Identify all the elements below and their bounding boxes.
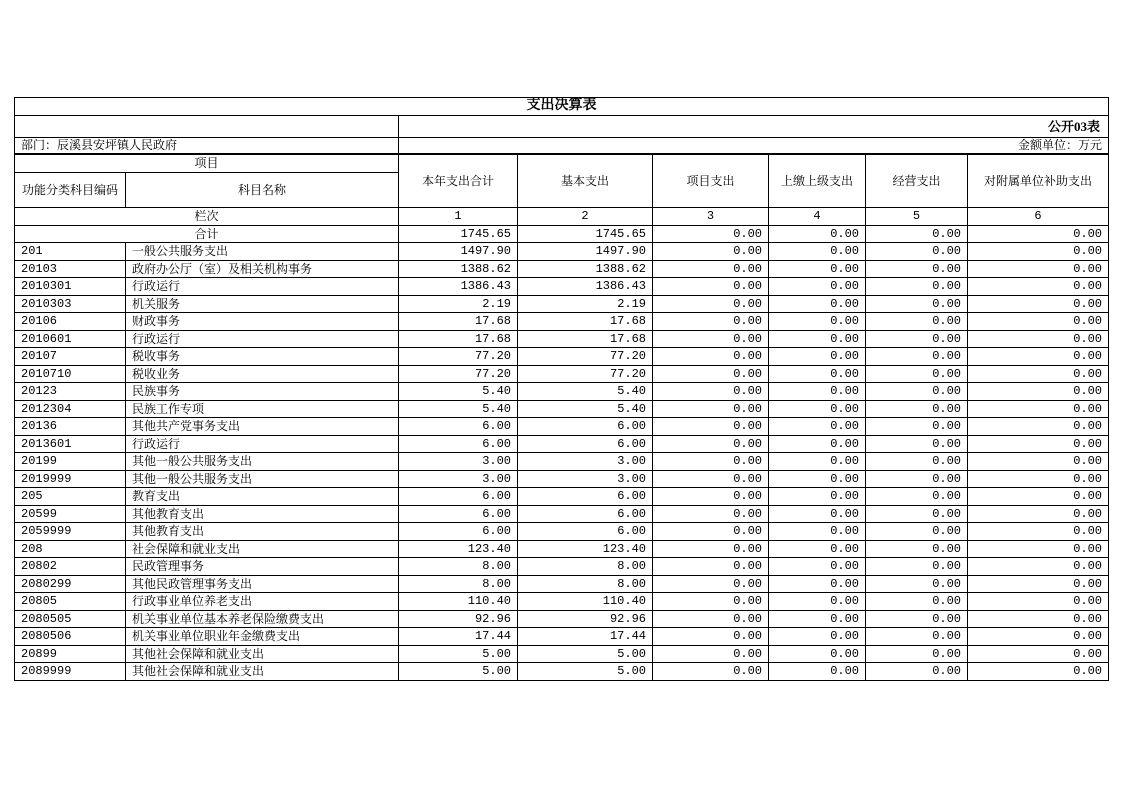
row-value: 0.00 [866,470,968,488]
row-value: 0.00 [653,593,769,611]
row-value: 5.00 [518,663,653,681]
row-value: 17.68 [518,330,653,348]
unit-label: 金额单位：万元 [399,137,1109,154]
row-value: 0.00 [769,488,866,506]
row-value: 0.00 [769,260,866,278]
row-value: 6.00 [518,418,653,436]
row-value: 0.00 [769,645,866,663]
row-name: 社会保障和就业支出 [126,540,399,558]
row-code: 20802 [15,558,126,576]
lanci-number: 4 [769,207,866,225]
row-value: 3.00 [399,453,518,471]
row-value: 0.00 [866,505,968,523]
row-value: 0.00 [653,663,769,681]
row-code: 201 [15,243,126,261]
table-row [15,628,1109,646]
table-row [15,593,1109,611]
row-value: 0.00 [653,488,769,506]
row-code: 205 [15,488,126,506]
row-value: 2.19 [518,295,653,313]
row-name: 民政管理事务 [126,558,399,576]
lanci-number: 5 [866,207,968,225]
row-value: 0.00 [653,505,769,523]
document-sheet [14,97,1108,681]
row-code: 20136 [15,418,126,436]
row-value: 6.00 [518,488,653,506]
row-value: 8.00 [399,575,518,593]
row-value: 0.00 [769,295,866,313]
row-name: 其他教育支出 [126,523,399,541]
row-code: 20805 [15,593,126,611]
row-value: 0.00 [769,225,866,243]
table-row [15,365,1109,383]
row-value: 0.00 [866,243,968,261]
table-row [15,488,1109,506]
table-row [15,330,1109,348]
row-name: 其他社会保障和就业支出 [126,645,399,663]
row-code: 20103 [15,260,126,278]
row-value: 0.00 [653,575,769,593]
lanci-number: 6 [968,207,1109,225]
row-code: 2059999 [15,523,126,541]
row-value: 0.00 [653,523,769,541]
empty-cell [15,115,399,137]
table-row [15,453,1109,471]
header-basic-expenditure: 基本支出 [518,154,653,207]
row-value: 0.00 [866,488,968,506]
row-value: 6.00 [399,505,518,523]
department-label: 部门：辰溪县安坪镇人民政府 [15,137,399,154]
row-value: 0.00 [769,330,866,348]
row-code: 208 [15,540,126,558]
row-code: 2013601 [15,435,126,453]
row-value: 0.00 [769,540,866,558]
row-value: 6.00 [518,435,653,453]
row-value: 0.00 [968,383,1109,401]
row-value: 0.00 [653,278,769,296]
row-value: 3.00 [399,470,518,488]
row-value: 0.00 [968,663,1109,681]
table-row [15,540,1109,558]
row-name: 民族工作专项 [126,400,399,418]
row-value: 0.00 [968,610,1109,628]
row-name: 税收事务 [126,348,399,366]
row-value: 123.40 [399,540,518,558]
row-value: 6.00 [399,488,518,506]
row-code: 20899 [15,645,126,663]
row-name: 行政事业单位养老支出 [126,593,399,611]
row-name: 行政运行 [126,278,399,296]
row-value: 0.00 [769,243,866,261]
row-value: 1745.65 [399,225,518,243]
row-value: 0.00 [968,593,1109,611]
table-row [15,523,1109,541]
table-row [15,295,1109,313]
page-title: 支出决算表 [15,98,1109,116]
row-value: 0.00 [968,645,1109,663]
row-value: 0.00 [769,575,866,593]
row-value: 77.20 [399,365,518,383]
row-code: 2010303 [15,295,126,313]
row-value: 0.00 [968,505,1109,523]
row-value: 0.00 [866,260,968,278]
row-value: 17.68 [399,313,518,331]
row-value: 1388.62 [518,260,653,278]
table-row [15,505,1109,523]
row-value: 8.00 [518,558,653,576]
row-code: 2080506 [15,628,126,646]
row-value: 0.00 [653,540,769,558]
row-value: 0.00 [653,645,769,663]
row-value: 0.00 [769,435,866,453]
row-value: 0.00 [968,575,1109,593]
header-name-col: 科目名称 [126,172,399,207]
table-row [15,663,1109,681]
header-code-col: 功能分类科目编码 [15,172,126,207]
row-value: 0.00 [866,645,968,663]
row-value: 0.00 [866,628,968,646]
row-value: 1386.43 [399,278,518,296]
row-value: 0.00 [769,523,866,541]
table-row [15,575,1109,593]
row-value: 0.00 [866,540,968,558]
row-value: 110.40 [518,593,653,611]
header-subsidy-expenditure: 对附属单位补助支出 [968,154,1109,207]
row-value: 5.40 [518,400,653,418]
row-value: 0.00 [866,453,968,471]
row-value: 0.00 [968,348,1109,366]
header-upward-expenditure: 上缴上级支出 [769,154,866,207]
row-value: 0.00 [769,348,866,366]
row-value: 0.00 [653,295,769,313]
row-value: 0.00 [769,610,866,628]
row-value: 0.00 [769,558,866,576]
row-value: 0.00 [653,435,769,453]
row-value: 0.00 [968,225,1109,243]
row-value: 0.00 [968,260,1109,278]
department-row [15,137,1109,154]
table-row [15,400,1109,418]
table-code-row [15,115,1109,137]
table-row [15,260,1109,278]
row-name: 机关事业单位基本养老保险缴费支出 [126,610,399,628]
row-value: 77.20 [399,348,518,366]
row-value: 0.00 [769,278,866,296]
row-value: 0.00 [866,593,968,611]
row-value: 0.00 [769,663,866,681]
row-value: 0.00 [653,225,769,243]
row-value: 5.40 [399,383,518,401]
table-row [15,383,1109,401]
row-value: 0.00 [968,313,1109,331]
table-row [15,645,1109,663]
row-value: 0.00 [653,365,769,383]
row-name: 其他民政管理事务支出 [126,575,399,593]
table-body [15,225,1109,680]
row-value: 0.00 [653,610,769,628]
row-value: 6.00 [399,523,518,541]
row-value: 1386.43 [518,278,653,296]
row-value: 0.00 [866,383,968,401]
table-row [15,610,1109,628]
row-value: 0.00 [769,365,866,383]
row-value: 92.96 [399,610,518,628]
total-row [15,225,1109,243]
header-project-expenditure: 项目支出 [653,154,769,207]
row-value: 0.00 [866,313,968,331]
row-value: 0.00 [968,418,1109,436]
row-code: 20107 [15,348,126,366]
row-value: 8.00 [518,575,653,593]
row-name: 机关服务 [126,295,399,313]
row-code: 2010710 [15,365,126,383]
row-value: 5.00 [399,645,518,663]
row-value: 0.00 [866,575,968,593]
row-value: 2.19 [399,295,518,313]
row-value: 0.00 [968,365,1109,383]
row-name: 行政运行 [126,330,399,348]
title-row [15,98,1109,116]
row-code: 2012304 [15,400,126,418]
row-code: 2010301 [15,278,126,296]
column-index-row [15,207,1109,225]
row-value: 0.00 [769,453,866,471]
row-value: 0.00 [866,663,968,681]
row-value: 0.00 [653,400,769,418]
row-value: 17.44 [399,628,518,646]
row-value: 0.00 [968,470,1109,488]
row-value: 123.40 [518,540,653,558]
header-project-group: 项目 [15,154,399,172]
row-value: 0.00 [653,418,769,436]
row-name: 其他社会保障和就业支出 [126,663,399,681]
row-name: 其他一般公共服务支出 [126,470,399,488]
row-value: 8.00 [399,558,518,576]
total-label: 合计 [15,225,399,243]
lanci-label: 栏次 [15,207,399,225]
row-value: 0.00 [769,313,866,331]
row-name: 财政事务 [126,313,399,331]
row-value: 77.20 [518,365,653,383]
row-code: 20123 [15,383,126,401]
table-row [15,348,1109,366]
table-row [15,313,1109,331]
row-value: 0.00 [653,383,769,401]
row-value: 0.00 [866,225,968,243]
row-value: 77.20 [518,348,653,366]
row-name: 其他共产党事务支出 [126,418,399,436]
row-name: 行政运行 [126,435,399,453]
lanci-number: 2 [518,207,653,225]
row-value: 0.00 [653,330,769,348]
row-name: 其他一般公共服务支出 [126,453,399,471]
row-value: 0.00 [653,348,769,366]
table-row [15,278,1109,296]
row-value: 0.00 [968,243,1109,261]
header-operating-expenditure: 经营支出 [866,154,968,207]
row-value: 92.96 [518,610,653,628]
row-value: 0.00 [653,558,769,576]
expenditure-table [14,97,1109,681]
row-value: 0.00 [653,243,769,261]
row-value: 0.00 [968,330,1109,348]
table-code: 公开03表 [399,115,1109,137]
row-value: 0.00 [769,400,866,418]
row-value: 0.00 [653,260,769,278]
row-value: 0.00 [769,470,866,488]
row-value: 0.00 [866,400,968,418]
row-value: 0.00 [769,593,866,611]
row-code: 20106 [15,313,126,331]
row-value: 17.68 [399,330,518,348]
row-value: 0.00 [866,558,968,576]
row-code: 20599 [15,505,126,523]
row-code: 2080299 [15,575,126,593]
row-value: 0.00 [968,295,1109,313]
row-name: 民族事务 [126,383,399,401]
row-value: 5.00 [518,645,653,663]
row-code: 2010601 [15,330,126,348]
row-value: 17.68 [518,313,653,331]
row-value: 0.00 [968,400,1109,418]
row-value: 0.00 [866,523,968,541]
row-value: 0.00 [866,418,968,436]
row-value: 6.00 [399,435,518,453]
table-row [15,558,1109,576]
row-name: 机关事业单位职业年金缴费支出 [126,628,399,646]
row-value: 0.00 [968,628,1109,646]
row-value: 0.00 [769,505,866,523]
row-value: 6.00 [518,523,653,541]
row-value: 0.00 [866,365,968,383]
row-code: 2019999 [15,470,126,488]
row-name: 教育支出 [126,488,399,506]
row-value: 5.40 [518,383,653,401]
row-name: 税收业务 [126,365,399,383]
row-value: 5.00 [399,663,518,681]
row-value: 110.40 [399,593,518,611]
row-value: 0.00 [866,435,968,453]
row-value: 0.00 [968,278,1109,296]
row-value: 6.00 [399,418,518,436]
row-value: 0.00 [968,523,1109,541]
table-row [15,470,1109,488]
row-value: 0.00 [968,453,1109,471]
row-name: 一般公共服务支出 [126,243,399,261]
lanci-number: 3 [653,207,769,225]
row-value: 0.00 [653,628,769,646]
row-value: 0.00 [653,313,769,331]
row-value: 6.00 [518,505,653,523]
row-value: 0.00 [653,453,769,471]
row-value: 17.44 [518,628,653,646]
row-value: 0.00 [769,383,866,401]
row-value: 1745.65 [518,225,653,243]
row-value: 5.40 [399,400,518,418]
table-row [15,418,1109,436]
table-row [15,435,1109,453]
row-value: 1388.62 [399,260,518,278]
header-project-row [15,154,1109,172]
row-code: 2080505 [15,610,126,628]
header-total-expenditure: 本年支出合计 [399,154,518,207]
table-row [15,243,1109,261]
row-value: 0.00 [653,470,769,488]
row-value: 0.00 [866,348,968,366]
row-value: 0.00 [866,610,968,628]
row-value: 0.00 [866,278,968,296]
row-value: 3.00 [518,453,653,471]
row-code: 2089999 [15,663,126,681]
row-value: 0.00 [968,435,1109,453]
row-value: 0.00 [968,488,1109,506]
row-name: 其他教育支出 [126,505,399,523]
row-value: 0.00 [769,418,866,436]
row-value: 0.00 [968,540,1109,558]
row-value: 0.00 [866,330,968,348]
row-value: 0.00 [968,558,1109,576]
row-name: 政府办公厅（室）及相关机构事务 [126,260,399,278]
row-code: 20199 [15,453,126,471]
row-value: 0.00 [769,628,866,646]
row-value: 1497.90 [399,243,518,261]
row-value: 1497.90 [518,243,653,261]
lanci-number: 1 [399,207,518,225]
row-value: 0.00 [866,295,968,313]
row-value: 3.00 [518,470,653,488]
